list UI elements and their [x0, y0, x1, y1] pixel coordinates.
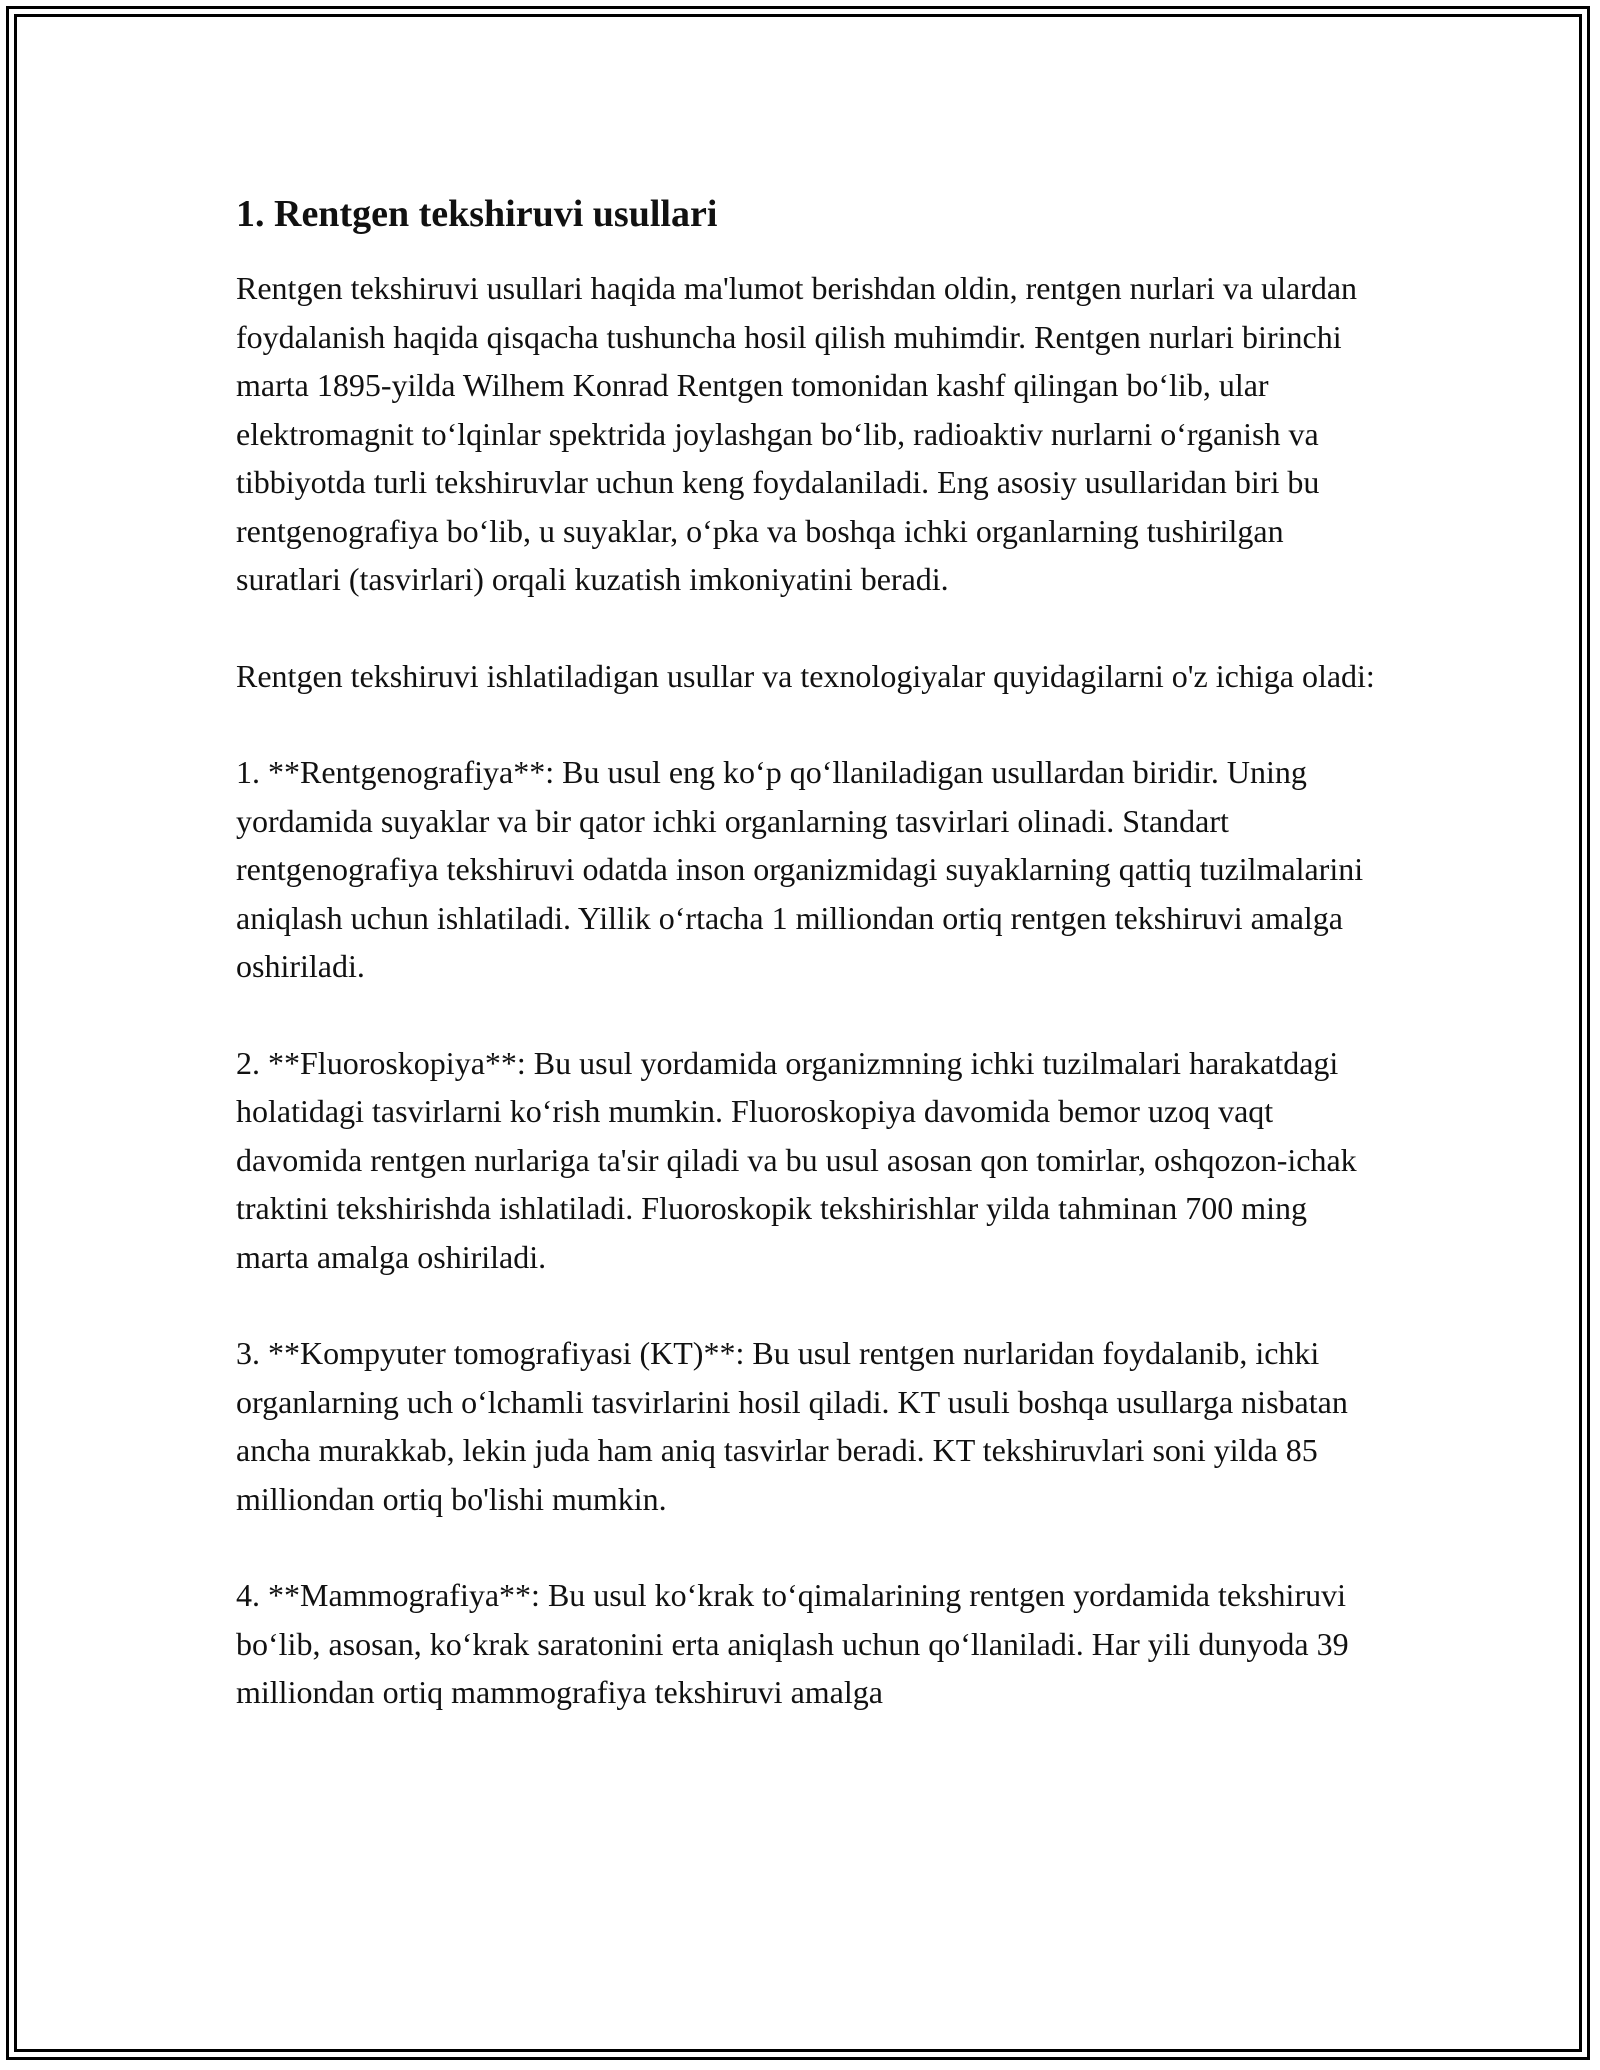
fluoroscopy-paragraph: 2. **Fluoroskopiya**: Bu usul yordamida organizmning ichki tuzilmalari harakatdagi holatidagi tasvirlarni ko‘rish mumkin. Fluoroskopiya davomida bemor uzoq vaqt davomida rentgen nurlariga ta'sir qiladi va bu usul asosan qon tomirlar, oshqozon-ichak traktini tekshirishda ishlatiladi. Fluoroskopik tekshirishlar yilda tahminan 700 ming marta amalga oshiriladi.: [236, 1044, 1357, 1275]
document-body: [236, 190, 1376, 1765]
intro-paragraph: Rentgen tekshiruvi usullari haqida ma'lumot berishdan oldin, rentgen nurlari va ulardan foydalanish haqida qisqacha tushuncha hosil qilish muhimdir. Rentgen nurlari birinchi marta 1895-yilda Wilhem Konrad Rentgen tomonidan kashf qilingan bo‘lib, ular elektromagnit to‘lqinlar spektrida joylashgan bo‘lib, radioaktiv nurlarni o‘rganish va tibbiyotda turli tekshiruvlar uchun keng foydalaniladi. Eng asosiy usullaridan biri bu rentgenografiya bo‘lib, u suyaklar, o‘pka va boshqa ichki organlarning tushirilgan suratlari (tasvirlari) orqali kuzatish imkoniyatini beradi.: [236, 270, 1358, 597]
section-heading: 1. Rentgen tekshiruvi usullari: [236, 193, 718, 235]
radiography-paragraph: 1. **Rentgenografiya**: Bu usul eng ko‘p qo‘llaniladigan usullardan biridir. Uning yordamida suyaklar va bir qator ichki organlarning tasvirlari olinadi. Standart rentgenografiya tekshiruvi odatda inson organizmidagi suyaklarning qattiq tuzilmalarini aniqlash uchun ishlatiladi. Yillik o‘rtacha 1 milliondan ortiq rentgen tekshiruvi amalga oshiriladi.: [236, 754, 1364, 984]
methods-intro-paragraph: Rentgen tekshiruvi ishlatiladigan usullar va texnologiyalar quyidagilarni o'z ichiga oladi:: [236, 657, 1375, 694]
computed-tomography-paragraph: 3. **Kompyuter tomografiyasi (KT)**: Bu usul rentgen nurlaridan foydalanib, ichki organlarning uch o‘lchamli tasvirlarini hosil qiladi. KT usuli boshqa usullarga nisbatan ancha murakkab, lekin juda ham aniq tasvirlar beradi. KT tekshiruvlari soni yilda 85 milliondan ortiq bo'lishi mumkin.: [236, 1335, 1348, 1517]
mammography-paragraph: 4. **Mammografiya**: Bu usul ko‘krak to‘qimalarining rentgen yordamida tekshiruvi bo‘lib, asosan, ko‘krak saratonini erta aniqlash uchun qo‘llaniladi. Har yili dunyoda 39 milliondan ortiq mammografiya tekshiruvi amalga: [236, 1577, 1349, 1710]
